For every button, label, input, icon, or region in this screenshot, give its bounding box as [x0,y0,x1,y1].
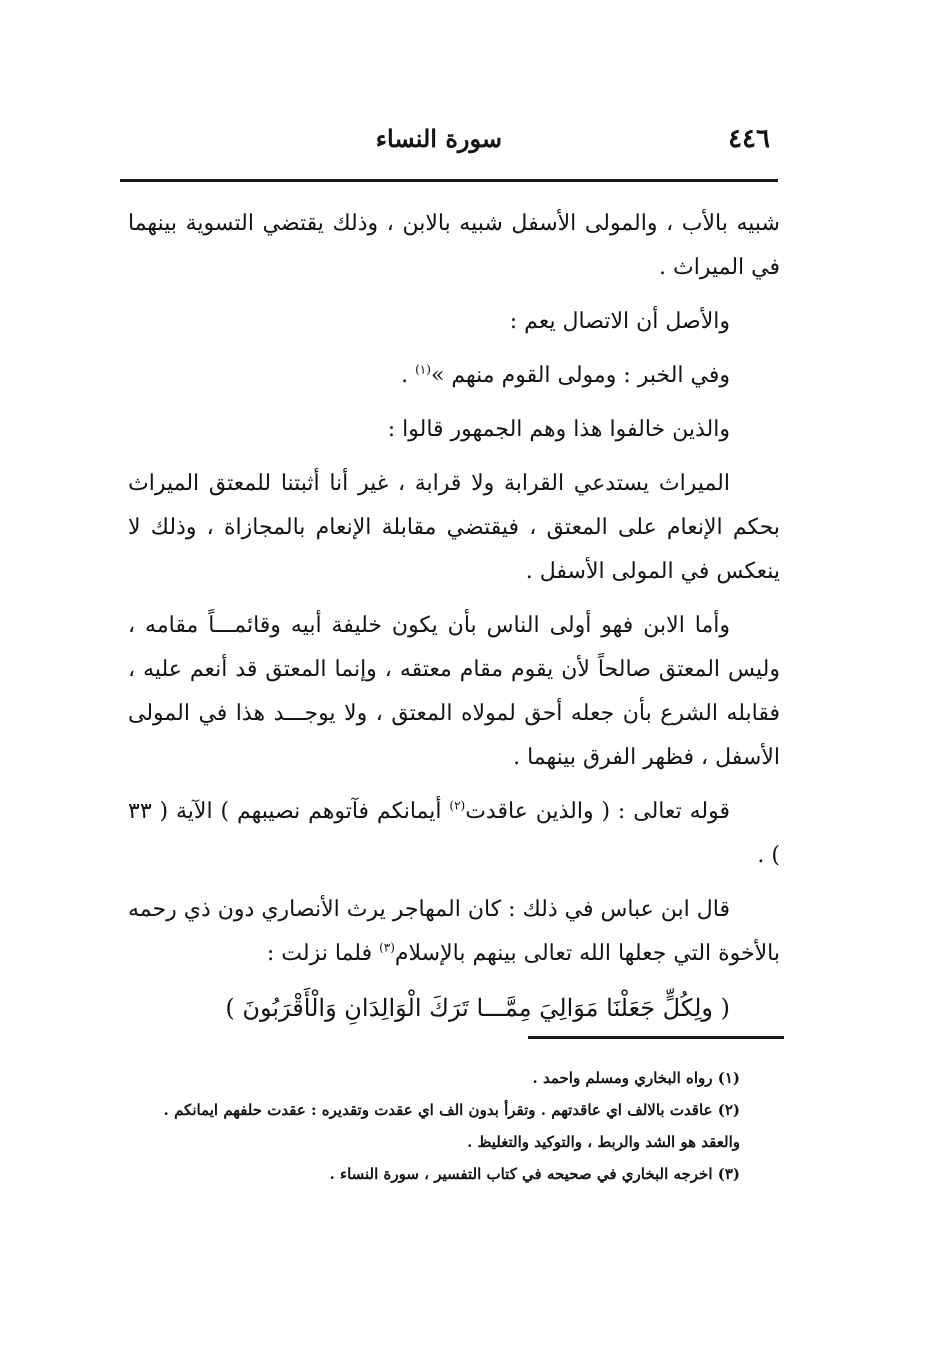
footnote-ref-1: (١) [415,362,431,377]
footnotes [140,1062,740,1190]
paragraph-5: الميراث يستدعي القرابة ولا قرابة ، غير أنا أثبتنا للمعتق الميراث بحكم الإنعام على المعتق ، فيقتضي مقابلة الإنعام بالمجازاة ، وذلك لا ينعكس في المولى الأسفل . [128,471,780,584]
paragraph-7 [128,790,780,878]
paragraph-8-text-a: قال ابن عباس في ذلك : كان المهاجر يرث الأنصاري دون ذي رحمه بالأخوة التي جعلها الله تعالى بينهم بالإسلام [128,897,780,966]
footnote-ref-3: (٣) [379,940,395,955]
paragraph-8 [128,888,780,976]
paragraph-4: والذين خالفوا هذا وهم الجمهور قالوا : [387,417,730,442]
main-text [128,202,780,1040]
paragraph-7-text-a: قوله تعالى : ( والذين عاقدت [465,799,730,824]
footnote-3: (٣) اخرجه البخاري في صحيحه في كتاب التفسير ، سورة النساء . [329,1165,740,1183]
page-header [122,124,778,164]
paragraph-2: والأصل أن الاتصال يعم : [509,309,730,334]
footnote-1: (١) رواه البخاري ومسلم واحمد . [532,1069,740,1087]
paragraph-3 [128,354,780,398]
paragraph-6: وأما الابن فهو أولى الناس بأن يكون خليفة أبيه وقائمـــاً مقامه ، وليس المعتق صالحاً لأن يقوم مقام معتقه ، وإنما المعتق قد أنعم عليه ، فقابله الشرع بأن جعله أحق لمولاه المعتق ، ولا يوجـــد هذا في المولى الأسفل ، فظهر الفرق بينهما . [128,613,780,770]
page-number: ٤٤٦ [728,124,770,154]
paragraph-3-end: . [401,363,416,388]
paragraph-1: شبيه بالأب ، والمولى الأسفل شبيه بالابن ، وذلك يقتضي التسوية بينهما في الميراث . [128,211,780,280]
footnote-ref-2: (٢) [449,798,466,813]
footnote-2: (٢) عاقدت بالالف اي عاقدتهم . وتقرأ بدون الف اي عقدت وتقديره : عقدت حلفهم ايمانكم . والعقد هو الشد والربط ، والتوكيد والتغليظ . [163,1101,740,1151]
surah-title: سورة النساء [375,124,502,153]
header-rule [120,179,778,182]
paragraph-3-text: وفي الخبر : ومولى القوم منهم » [430,363,730,388]
footnote-rule [528,1036,784,1039]
paragraph-8-text-b: فلما نزلت : [266,941,380,966]
paragraph-7-text-b: أيمانكم فآتوهم نصيبهم ) الآية ( ٣٣ ) . [128,799,780,868]
quran-verse: ( ولِكُلٍّ جَعَلْنَا مَوَالِيَ مِمَّـــا تَرَكَ الْوَالِدَانِ وَالْأَقْرَبُونَ ) [225,994,730,1022]
